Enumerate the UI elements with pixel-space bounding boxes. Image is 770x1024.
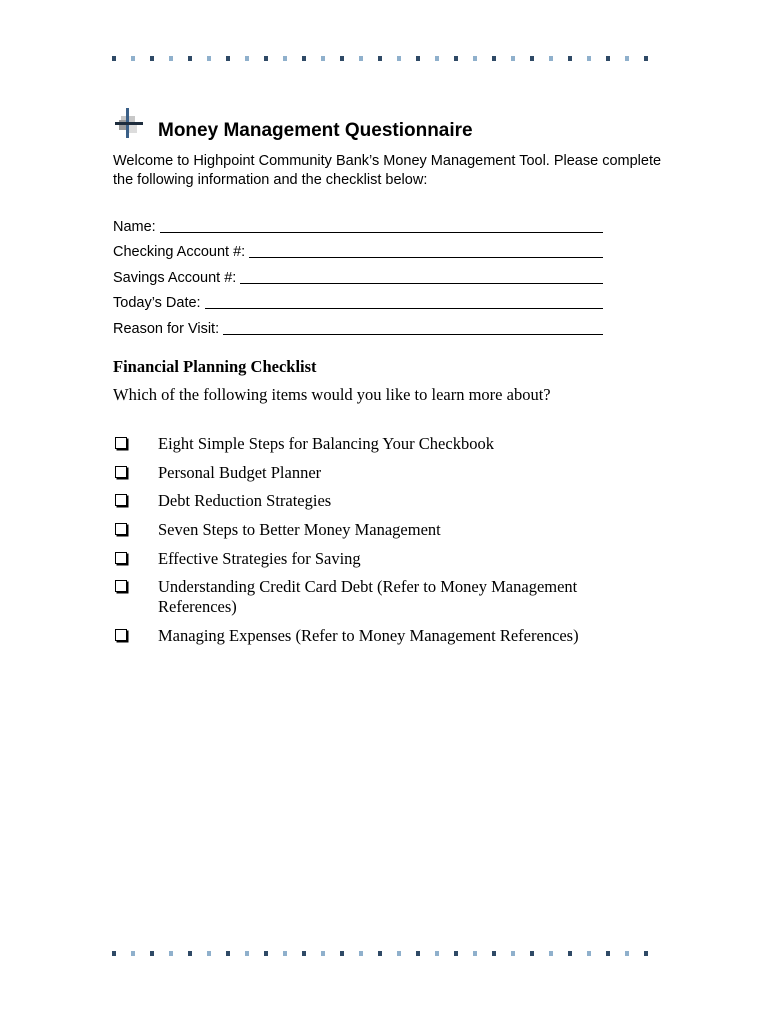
border-dot <box>492 56 496 61</box>
form-field <box>113 289 613 315</box>
border-dot <box>511 56 515 61</box>
border-dot <box>416 56 420 61</box>
border-dot <box>188 56 192 61</box>
border-dot <box>397 951 401 956</box>
border-dot <box>131 951 135 956</box>
form-field <box>113 238 613 264</box>
border-dot <box>283 56 287 61</box>
checklist-item <box>113 626 633 646</box>
border-dot <box>473 56 477 61</box>
border-dot <box>359 951 363 956</box>
top-dotted-border <box>112 56 652 64</box>
border-dot <box>321 56 325 61</box>
field-blank-line[interactable] <box>223 334 603 335</box>
border-dot <box>188 951 192 956</box>
field-blank-line[interactable] <box>249 257 603 258</box>
border-dot <box>150 951 154 956</box>
checklist-item <box>113 434 633 454</box>
checklist-item-label: Eight Simple Steps for Balancing Your Checkbook <box>158 434 494 453</box>
checklist-title: Financial Planning Checklist <box>113 357 317 376</box>
border-dot <box>568 951 572 956</box>
border-dot <box>435 951 439 956</box>
border-dot <box>169 56 173 61</box>
border-dot <box>378 56 382 61</box>
checkbox-icon[interactable] <box>115 552 127 564</box>
checklist-item-label: Effective Strategies for Saving <box>158 548 361 568</box>
border-dot <box>131 56 135 61</box>
field-label: Reason for Visit: <box>113 320 220 337</box>
border-dot <box>568 56 572 61</box>
checklist-items <box>113 434 633 655</box>
border-dot <box>416 951 420 956</box>
checklist-item-label: Managing Expenses (Refer to Money Management References) <box>158 626 579 646</box>
border-dot <box>321 951 325 956</box>
border-dot <box>473 951 477 956</box>
border-dot <box>625 951 629 956</box>
border-dot <box>587 56 591 61</box>
border-dot <box>549 951 553 956</box>
border-dot <box>511 951 515 956</box>
checklist-item-label: Seven Steps to Better Money Management <box>158 520 441 540</box>
border-dot <box>530 951 534 956</box>
checklist-item-label: Personal Budget Planner <box>158 462 322 482</box>
border-dot <box>359 56 363 61</box>
form-field <box>113 314 613 340</box>
border-dot <box>606 951 610 956</box>
checkbox-icon[interactable] <box>115 494 127 506</box>
border-dot <box>644 951 648 956</box>
checklist-question: Which of the following items would you like to learn more about? <box>113 385 551 404</box>
page-title: Money Management Questionnaire <box>158 120 473 141</box>
field-blank-line[interactable] <box>160 232 603 233</box>
border-dot <box>302 56 306 61</box>
border-dot <box>625 56 629 61</box>
border-dot <box>340 951 344 956</box>
border-dot <box>340 56 344 61</box>
checklist-item <box>113 463 633 483</box>
border-dot <box>245 951 249 956</box>
intro-text: Welcome to Highpoint Community Bank’s Money Management Tool. Please complete the following information and the checklist below: <box>113 153 662 188</box>
border-dot <box>492 951 496 956</box>
border-dot <box>606 56 610 61</box>
border-dot <box>112 56 116 61</box>
crosshair-logo-icon <box>115 108 145 138</box>
field-blank-line[interactable] <box>240 283 603 284</box>
checklist-item <box>113 549 633 569</box>
border-dot <box>549 56 553 61</box>
checklist-item <box>113 520 633 540</box>
page-header <box>115 108 675 142</box>
info-fields <box>113 212 613 340</box>
border-dot <box>226 951 230 956</box>
border-dot <box>169 951 173 956</box>
border-dot <box>112 951 116 956</box>
border-dot <box>435 56 439 61</box>
border-dot <box>264 951 268 956</box>
border-dot <box>454 56 458 61</box>
border-dot <box>454 951 458 956</box>
checkbox-icon[interactable] <box>115 523 127 535</box>
border-dot <box>207 56 211 61</box>
form-field <box>113 263 613 289</box>
border-dot <box>587 951 591 956</box>
checklist-item-label: Understanding Credit Card Debt (Refer to Money Management References) <box>158 577 578 617</box>
border-dot <box>264 56 268 61</box>
field-label: Savings Account #: <box>113 269 237 286</box>
border-dot <box>397 56 401 61</box>
border-dot <box>302 951 306 956</box>
field-label: Checking Account #: <box>113 244 246 260</box>
border-dot <box>150 56 154 61</box>
checkbox-icon[interactable] <box>115 437 127 449</box>
border-dot <box>207 951 211 956</box>
bottom-dotted-border <box>112 951 652 959</box>
border-dot <box>245 56 249 61</box>
field-label: Today’s Date: <box>113 295 201 311</box>
checkbox-icon[interactable] <box>115 580 127 592</box>
border-dot <box>530 56 534 61</box>
field-label: Name: <box>113 218 156 235</box>
checkbox-icon[interactable] <box>115 629 127 641</box>
border-dot <box>283 951 287 956</box>
checkbox-icon[interactable] <box>115 466 127 478</box>
border-dot <box>644 56 648 61</box>
form-field <box>113 212 613 238</box>
checklist-item <box>113 577 633 617</box>
border-dot <box>378 951 382 956</box>
field-blank-line[interactable] <box>205 308 603 309</box>
border-dot <box>226 56 230 61</box>
checklist-item-label: Debt Reduction Strategies <box>158 491 332 511</box>
checklist-item <box>113 491 633 511</box>
